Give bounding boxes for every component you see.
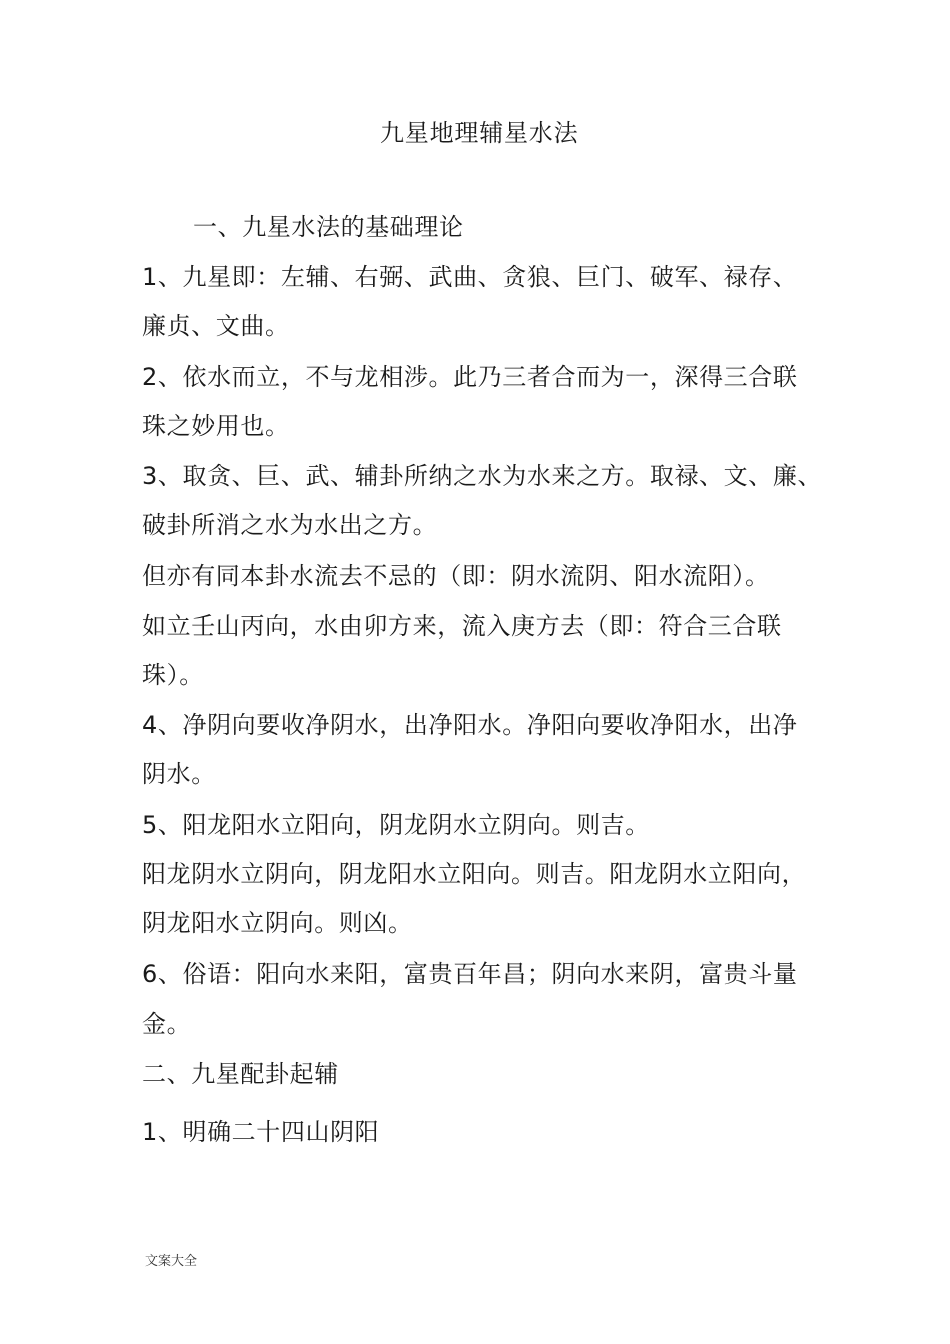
- text-line: 3、取贪、巨、武、辅卦所纳之水为水来之方。取禄、文、廉、: [142, 462, 823, 490]
- section-heading-1: 一、九星水法的基础理论: [193, 213, 464, 241]
- text-line: 阳龙阴水立阴向，阴龙阳水立阳向。则吉。阳龙阴水立阳向，: [142, 860, 807, 888]
- text-line: 5、阳龙阳水立阳向，阴龙阴水立阴向。则吉。: [142, 811, 650, 839]
- text-line: 破卦所消之水为水出之方。: [142, 511, 438, 539]
- page-footer: 文案大全: [145, 1254, 198, 1269]
- text-line: 廉贞、文曲。: [142, 312, 290, 340]
- text-line: 阴水。: [142, 760, 216, 788]
- text-line: 1、九星即：左辅、右弼、武曲、贪狼、巨门、破军、禄存、: [142, 263, 798, 291]
- text-line: 如立壬山丙向，水由卯方来，流入庚方去（即：符合三合联: [142, 612, 782, 640]
- text-line: 珠）。: [142, 661, 204, 689]
- text-line: 阴龙阳水立阴向。则凶。: [142, 909, 413, 937]
- text-line: 4、净阴向要收净阴水，出净阳水。净阳向要收净阳水，出净: [142, 711, 798, 739]
- text-line: 珠之妙用也。: [142, 412, 290, 440]
- text-line: 金。: [142, 1010, 192, 1038]
- section-heading-2: 二、九星配卦起辅: [142, 1060, 339, 1088]
- text-line: 2、依水而立，不与龙相涉。此乃三者合而为一，深得三合联: [142, 363, 798, 391]
- text-line: 但亦有同本卦水流去不忌的（即：阴水流阴、阳水流阳）。: [142, 562, 770, 590]
- text-line: 6、俗语：阳向水来阳，富贵百年昌；阴向水来阴，富贵斗量: [142, 960, 798, 988]
- page-title: 九星地理辅星水法: [380, 119, 579, 147]
- subheading: 1、明确二十四山阴阳: [142, 1118, 380, 1146]
